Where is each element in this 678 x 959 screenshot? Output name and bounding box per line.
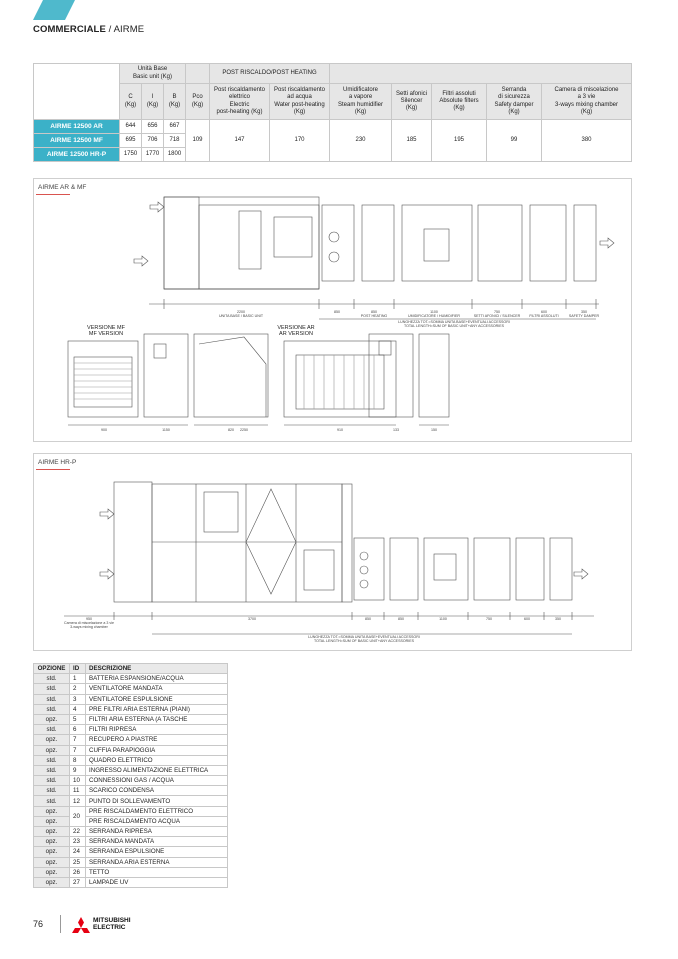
svg-text:AR VERSION: AR VERSION bbox=[279, 331, 313, 337]
table-row: opz. PRE RISCALDAMENTO ACQUA bbox=[34, 816, 228, 826]
dim-basic-ar: 2200 bbox=[237, 310, 245, 314]
svg-text:LUNGHEZZA TOT.=SOMMA UNITA BAS: LUNGHEZZA TOT.=SOMMA UNITA BASE+EVENTUALI ACCESSORI bbox=[308, 635, 420, 639]
svg-text:850: 850 bbox=[365, 617, 371, 621]
svg-text:SAFETY DAMPER: SAFETY DAMPER bbox=[568, 314, 600, 318]
svg-text:350: 350 bbox=[581, 310, 587, 314]
table-row: std. 6 FILTRI RIPRESA bbox=[34, 725, 228, 735]
svg-text:820: 820 bbox=[228, 428, 234, 432]
table-row: std. 11 SCARICO CONDENSA bbox=[34, 786, 228, 796]
col-safety-damper: Serranda di sicurezza Safety damper (Kg) bbox=[487, 84, 542, 120]
svg-text:FILTRI ASSOLUTI: FILTRI ASSOLUTI bbox=[529, 314, 559, 318]
col-i: I (Kg) bbox=[142, 84, 164, 120]
svg-text:2250: 2250 bbox=[240, 428, 248, 432]
table-row: std. 10 CONNESSIONI GAS / ACQUA bbox=[34, 776, 228, 786]
svg-text:850: 850 bbox=[371, 310, 377, 314]
table-row: opz. 27 LAMPADE UV bbox=[34, 877, 228, 887]
svg-text:UMIDIFICATORE / HUMIDIFIER: UMIDIFICATORE / HUMIDIFIER bbox=[408, 314, 460, 318]
col-b: B (Kg) bbox=[164, 84, 186, 120]
col-water-post-heating: Post riscaldamento ad acqua Water post-heating (Kg) bbox=[270, 84, 330, 120]
svg-text:350: 350 bbox=[555, 617, 561, 621]
col-mixing-chamber: Camera di miscelazione a 3 vie 3-ways mixing chamber (Kg) bbox=[542, 84, 632, 120]
svg-text:133: 133 bbox=[393, 428, 399, 432]
technical-drawing-ar-mf bbox=[34, 179, 633, 443]
svg-text:1150: 1150 bbox=[162, 428, 170, 432]
svg-text:1100: 1100 bbox=[439, 617, 447, 621]
svg-text:Camera di miscelazione a 3 vie: Camera di miscelazione a 3 vie bbox=[64, 621, 114, 625]
table-row: opz. 7 RECUPERO A PIASTRE bbox=[34, 735, 228, 745]
svg-text:750: 750 bbox=[486, 617, 492, 621]
header-product: AIRME bbox=[113, 24, 145, 35]
col-electric-post-heating: Post riscaldamento elettrico Electric post-heating (Kg) bbox=[210, 84, 270, 120]
group-post-header: POST RISCALDO/POST HEATING bbox=[210, 64, 330, 84]
page-number: 76 bbox=[33, 919, 44, 929]
col-steam-humidifier: Umidificatore a vapore Steam humidifier (Kg) bbox=[330, 84, 392, 120]
svg-text:750: 750 bbox=[494, 310, 500, 314]
technical-drawing-hrp bbox=[34, 454, 633, 652]
brand-name: MITSUBISHI ELECTRIC bbox=[93, 917, 131, 931]
svg-text:910: 910 bbox=[337, 428, 343, 432]
table-row: std. 2 VENTILATORE MANDATA bbox=[34, 684, 228, 694]
page-header bbox=[33, 24, 144, 35]
svg-text:SETTI AFONICI / SILENCER: SETTI AFONICI / SILENCER bbox=[473, 314, 521, 318]
diagram-hrp-title: AIRME HR-P bbox=[38, 459, 77, 466]
table-row: opz. 20 PRE RISCALDAMENTO ELETTRICO bbox=[34, 806, 228, 816]
svg-text:900: 900 bbox=[101, 428, 107, 432]
table-row: std. 3 VENTILATORE ESPULSIONE bbox=[34, 694, 228, 704]
col-silencer: Setti afonici Silencer (Kg) bbox=[392, 84, 432, 120]
svg-text:600: 600 bbox=[541, 310, 547, 314]
table-row: AIRME 12500 HR-P 1750 1770 1800 bbox=[34, 148, 632, 162]
table-row: std. 9 INGRESSO ALIMENTAZIONE ELETTRICA bbox=[34, 765, 228, 775]
options-table: OPZIONE ID DESCRIZIONE std. 1 BATTERIA ESPANSIONE/ACQUA std. 2 VENTILATORE MANDATA std. 3 VENTILATORE ESPULSIONE std. 4 PRE FILTRI ARIA ESTERNA (PIANI) opz. 5 FILTRI ARIA ESTERNA (A TASCHE std. 6 FILTRI RIPRESA opz. 7 RECUPERO A PIASTRE opz. 7 CUFFIA PARAPIOGGIA std. 8 QUADRO ELETTRICO std. 9 INGRESSO ALIMENTAZIONE ELETTRICA std. 10 CONNESSIONI GAS / ACQUA std. 11 SCARICO CONDENSA std. 12 PUNTO DI SOLLEVAMENTO opz. 20 PRE RISCALDAMENTO ELETTRICO opz. PRE RISCALDAMENTO ACQUA opz. 22 SERRANDA RIPRESA opz. 23 SERRANDA MANDATA opz. 24 SERRANDA ESPULSIONE opz. 25 SERRANDA ARIA ESTERNA opz. 26 TETTO opz. 27 LAMPADE UV bbox=[33, 663, 228, 888]
weights-table bbox=[33, 63, 632, 162]
svg-text:850: 850 bbox=[398, 617, 404, 621]
group-basic-header: Unità Base Basic unit (Kg) bbox=[120, 64, 186, 84]
header-separator: / bbox=[108, 24, 112, 35]
table-row: AIRME 12500 AR 644 656 667 109 147 170 230 185 195 99 380 bbox=[34, 120, 632, 134]
svg-text:3700: 3700 bbox=[248, 617, 256, 621]
svg-text:MF VERSION: MF VERSION bbox=[88, 331, 124, 337]
table-row: opz. 5 FILTRI ARIA ESTERNA (A TASCHE bbox=[34, 714, 228, 724]
table-row: opz. 25 SERRANDA ARIA ESTERNA bbox=[34, 857, 228, 867]
table-row: opz. 24 SERRANDA ESPULSIONE bbox=[34, 847, 228, 857]
svg-text:TOTAL LENGTH=SUM OF BASIC UNIT: TOTAL LENGTH=SUM OF BASIC UNIT+ANY ACCESSORIES bbox=[313, 639, 415, 643]
col-pco: Pco (Kg) bbox=[186, 84, 210, 120]
table-row: opz. 26 TETTO bbox=[34, 867, 228, 877]
svg-text:600: 600 bbox=[524, 617, 530, 621]
table-row: std. 1 BATTERIA ESPANSIONE/ACQUA bbox=[34, 674, 228, 684]
svg-text:POST HEATING: POST HEATING bbox=[360, 314, 388, 318]
label-version-mf: VERSIONE MF bbox=[87, 325, 125, 331]
diagram-ar-mf-title: AIRME AR & MF bbox=[38, 184, 87, 191]
svg-text:LUNGHEZZA TOT.=SOMMA UNITA BAS: LUNGHEZZA TOT.=SOMMA UNITA BASE+EVENTUALI ACCESSORI bbox=[398, 320, 510, 324]
col-c: C (Kg) bbox=[120, 84, 142, 120]
diagram-hrp bbox=[33, 453, 632, 651]
col-absolute-filters: Filtri assoluti Absolute filters (Kg) bbox=[432, 84, 487, 120]
table-row: opz. 7 CUFFIA PARAPIOGGIA bbox=[34, 745, 228, 755]
table-row: std. 4 PRE FILTRI ARIA ESTERNA (PIANI) bbox=[34, 704, 228, 714]
table-row: std. 8 QUADRO ELETTRICO bbox=[34, 755, 228, 765]
svg-text:TOTAL LENGTH=SUM OF BASIC UNIT: TOTAL LENGTH=SUM OF BASIC UNIT+ANY ACCESSORIES bbox=[403, 324, 505, 328]
header-section: COMMERCIALE bbox=[33, 24, 106, 35]
svg-text:150: 150 bbox=[431, 428, 437, 432]
table-row: AIRME 12500 MF 695 706 718 bbox=[34, 134, 632, 148]
svg-text:950: 950 bbox=[86, 617, 92, 621]
svg-text:UNITA BASE / BASIC UNIT: UNITA BASE / BASIC UNIT bbox=[218, 314, 264, 318]
corner-tab-decoration bbox=[33, 0, 75, 20]
svg-text:1100: 1100 bbox=[430, 310, 438, 314]
svg-text:3-ways mixing chamber: 3-ways mixing chamber bbox=[70, 625, 108, 629]
shared-pco: 109 bbox=[186, 120, 210, 162]
table-row: opz. 22 SERRANDA RIPRESA bbox=[34, 827, 228, 837]
label-version-ar: VERSIONE AR bbox=[277, 325, 315, 331]
diagram-ar-mf bbox=[33, 178, 632, 442]
table-row: opz. 23 SERRANDA MANDATA bbox=[34, 837, 228, 847]
svg-text:850: 850 bbox=[334, 310, 340, 314]
table-row: std. 12 PUNTO DI SOLLEVAMENTO bbox=[34, 796, 228, 806]
